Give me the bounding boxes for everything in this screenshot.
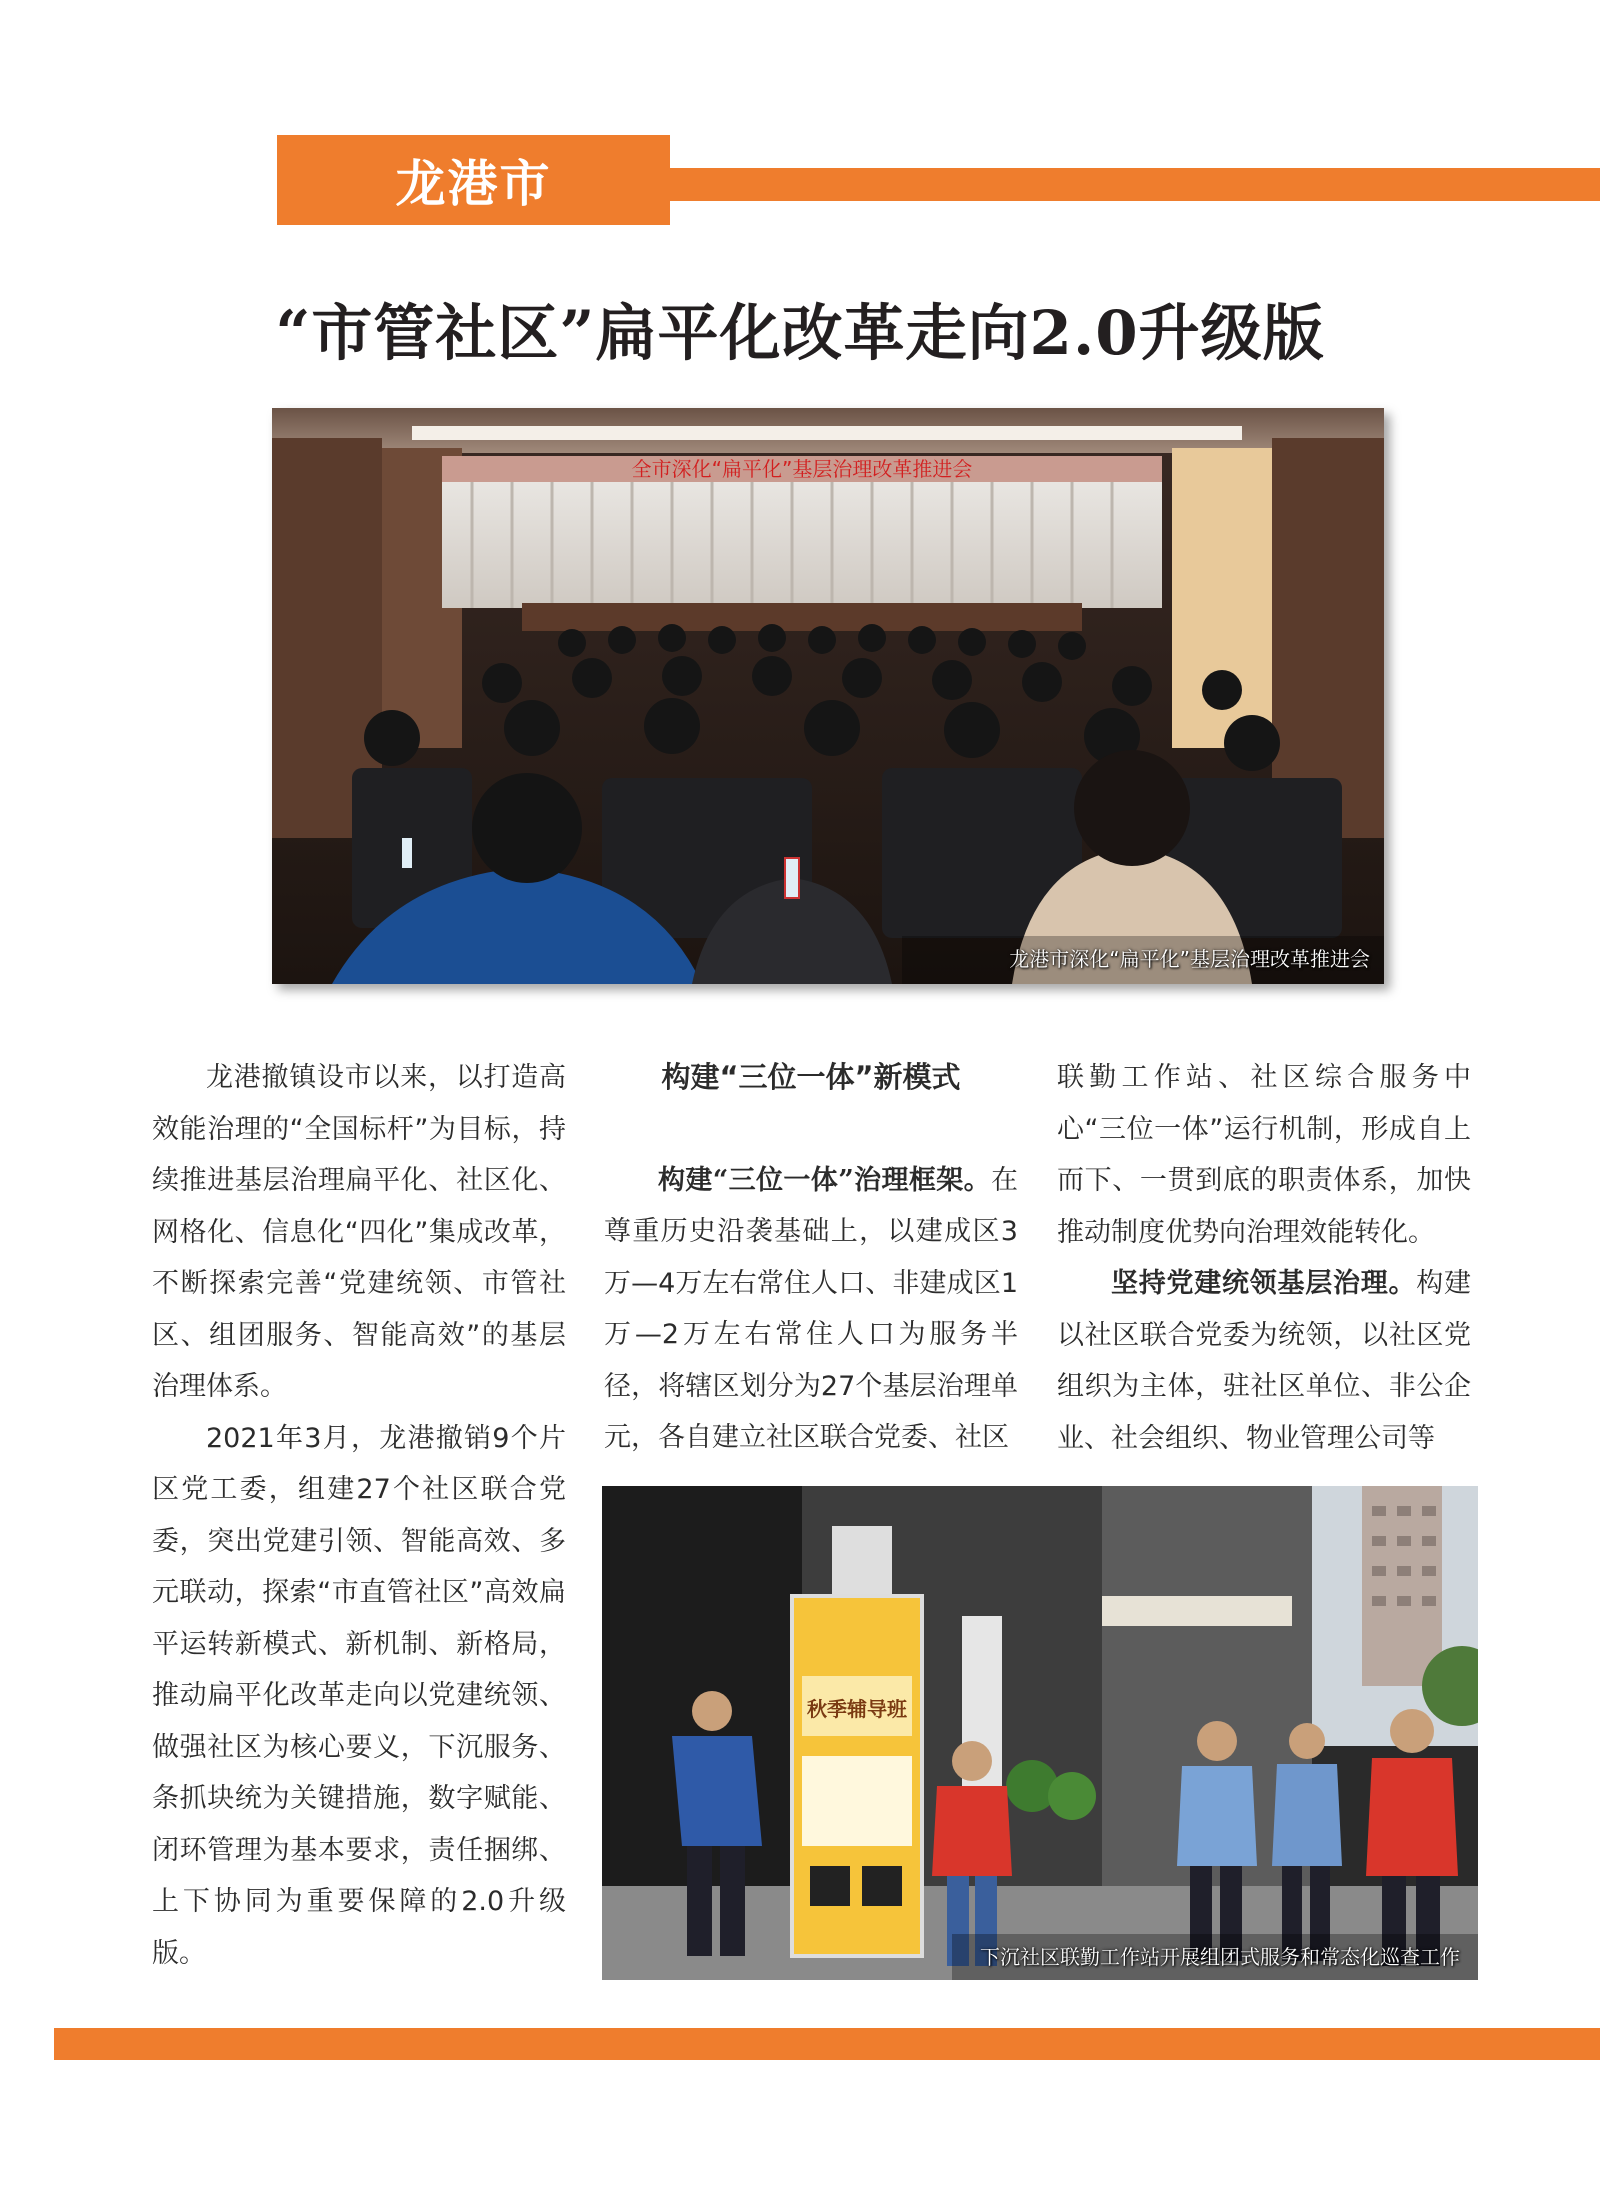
text-column-1	[152, 1052, 566, 1979]
footer-rule	[54, 2028, 1600, 2060]
header-rule	[670, 168, 1600, 201]
text-column-3	[1057, 1052, 1471, 1464]
paragraph-2021: 2021年3月，龙港撤销9个片区党工委，组建27个社区联合党委，突出党建引领、智能高效、多元联动，探索“市直管社区”高效扁平运转新模式、新机制、新格局，推动扁平化改革走向以党建统领、做强社区为核心要义，下沉服务、条抓块统为关键措施，数字赋能、闭环管理为基本要求，责任捆绑、上下协同为重要保障的2.0升级版。	[152, 1422, 566, 1969]
street-photo-illustration	[602, 1486, 1478, 1980]
meeting-banner-text: 全市深化“扁平化”基层治理改革推进会	[631, 457, 973, 481]
paragraph-party	[1057, 1258, 1471, 1464]
spacer	[604, 1104, 1018, 1155]
paragraph-continued: 联勤工作站、社区综合服务中心“三位一体”运行机制，形成自上而下、一贯到底的职责体系，加快推动制度优势向治理效能转化。	[1057, 1062, 1471, 1248]
article-title: “市管社区”扁平化改革走向2.0升级版	[275, 298, 1325, 369]
paragraph-framework	[604, 1155, 1018, 1464]
poster-title: 秋季辅导班	[807, 1697, 907, 1721]
section-label	[277, 135, 670, 225]
paragraph-framework-body: 在尊重历史沿袭基础上，以建成区3万—4万左右常住人口、非建成区1万—2万左右常住人口为服务半径，将辖区划分为27个基层治理单元，各自建立社区联合党委、社区	[604, 1164, 1018, 1453]
section-heading: 构建“三位一体”新模式	[661, 1060, 961, 1094]
street-photo	[602, 1486, 1478, 1980]
paragraph-intro: 龙港撤镇设市以来，以打造高效能治理的“全国标杆”为目标，持续推进基层治理扁平化、社区化、网格化、信息化“四化”集成改革，不断探索完善“党建统领、市管社区、组团服务、智能高效”的基层治理体系。	[152, 1062, 566, 1402]
meeting-photo-caption: 龙港市深化“扁平化”基层治理改革推进会	[1009, 947, 1370, 971]
lead-framework: 构建“三位一体”治理框架。	[658, 1164, 991, 1196]
street-photo-caption: 下沉社区联勤工作站开展组团式服务和常态化巡查工作	[980, 1945, 1460, 1969]
meeting-photo	[272, 408, 1384, 984]
meeting-photo-illustration	[272, 408, 1384, 984]
lead-party: 坚持党建统领基层治理。	[1111, 1268, 1417, 1299]
text-column-2	[604, 1052, 1018, 1464]
section-label-text: 龙港市	[395, 155, 552, 213]
paragraph-party-body: 构建以社区联合党委为统领，以社区党组织为主体，驻社区单位、非公企业、社会组织、物业管理公司等	[1057, 1268, 1471, 1454]
